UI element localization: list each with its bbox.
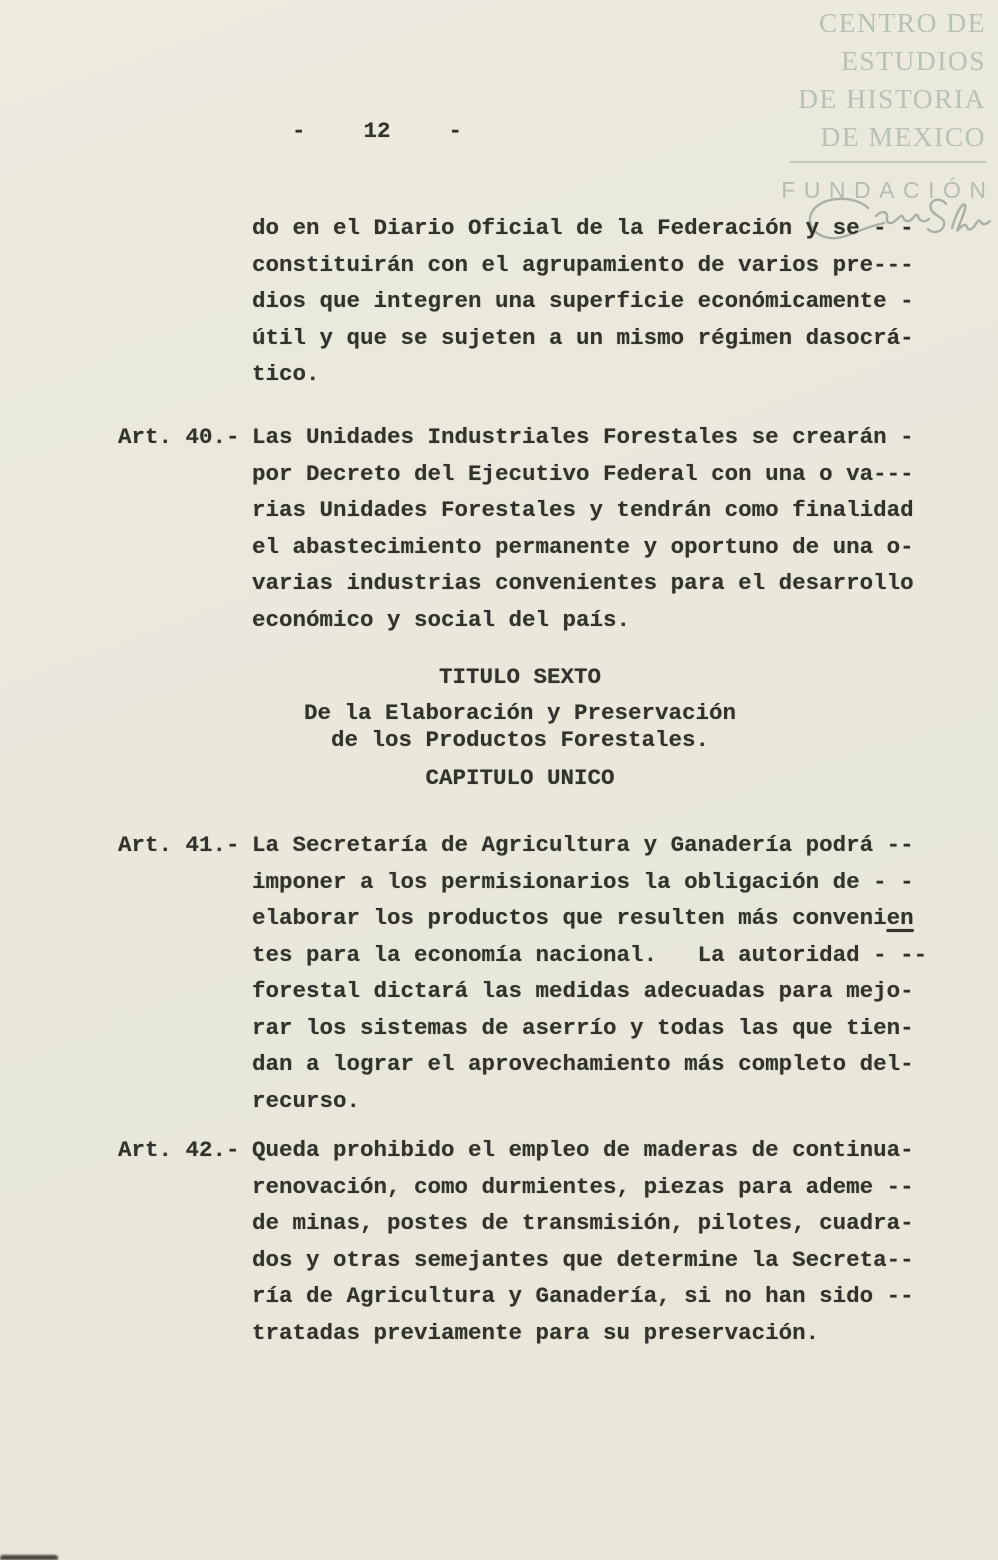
page-number <box>292 113 462 150</box>
watermark-line: DE MEXICO <box>820 121 986 152</box>
text-line: tratadas previamente para su preservación. <box>252 1319 820 1346</box>
watermark-foundation: FUNDACIÓN <box>781 177 995 203</box>
watermark-line: CENTRO DE <box>818 7 986 38</box>
text-line: De la Elaboración y Preservación <box>303 700 737 726</box>
hyphenation-underline: en <box>886 905 914 931</box>
article-label: Art. 40.- <box>118 424 240 450</box>
text-line: La Secretaría de Agricultura y Ganadería podrá -- <box>252 832 914 858</box>
text-line: rias Unidades Forestales y tendrán como finalidad <box>252 497 914 523</box>
article-label: Art. 41.- <box>118 832 240 858</box>
titulo-sexto-heading: TITULO SEXTO <box>438 664 602 690</box>
text-line: de minas, postes de transmisión, pilotes, cuadra- <box>252 1210 914 1236</box>
text-line: rar los sistemas de aserrío y todas las que tien- <box>252 1014 914 1041</box>
watermark-line: ESTUDIOS <box>841 45 986 76</box>
text-line: tes para la economía nacional. La autoridad - -- <box>252 941 928 968</box>
intro-paragraph <box>252 210 914 393</box>
article-label: Art. 42.- <box>118 1137 240 1163</box>
text-line: forestal dictará las medidas adecuadas para mejo- <box>252 978 914 1004</box>
article-41 <box>118 827 927 1119</box>
article-42 <box>118 1132 914 1351</box>
text-line: dios que integren una superficie económicamente - <box>252 288 914 314</box>
page-number-dash-right: - <box>448 118 463 144</box>
text-line: tico. <box>252 361 320 387</box>
text-line: de los Productos Forestales. <box>330 727 710 753</box>
capitulo-unico-heading: CAPITULO UNICO <box>425 765 615 791</box>
scan-edge-smudge <box>0 1555 58 1560</box>
text-line: elaborar los productos que resulten más convenien <box>252 905 914 931</box>
text-line: por Decreto del Ejecutivo Federal con una o va--- <box>252 460 914 487</box>
text-line: Las Unidades Industriales Forestales se crearán - <box>252 424 914 450</box>
text-line: económico y social del país. <box>252 606 631 633</box>
text-line: renovación, como durmientes, piezas para ademe -- <box>252 1173 914 1200</box>
text-line: varias industrias convenientes para el desarrollo <box>252 570 914 596</box>
page-number-dash-left: - <box>292 118 306 144</box>
text-line: ría de Agricultura y Ganadería, si no han sido -- <box>252 1283 914 1309</box>
text-line: constituirán con el agrupamiento de varios pre--- <box>252 251 914 278</box>
text-line: recurso. <box>252 1087 361 1114</box>
article-40 <box>118 419 914 638</box>
text-line: útil y que se sujeten a un mismo régimen dasocrá- <box>252 324 914 351</box>
text-line: do en el Diario Oficial de la Federación y se - - <box>252 215 914 241</box>
archive-watermark <box>781 4 995 209</box>
text-line: el abastecimiento permanente y oportuno de una o- <box>252 533 914 560</box>
text-line: dos y otras semejantes que determine la Secreta-- <box>252 1246 914 1273</box>
text-line: imponer a los permisionarios la obligación de - - <box>252 868 914 895</box>
page-number-value: 12 <box>363 118 391 144</box>
text-line: Queda prohibido el empleo de maderas de continua- <box>252 1137 914 1163</box>
titulo-sexto-subtitle <box>130 700 910 754</box>
watermark-line: DE HISTORIA <box>798 83 986 114</box>
text-line: dan a lograr el aprovechamiento más completo del- <box>252 1051 914 1077</box>
watermark-divider <box>790 161 986 163</box>
